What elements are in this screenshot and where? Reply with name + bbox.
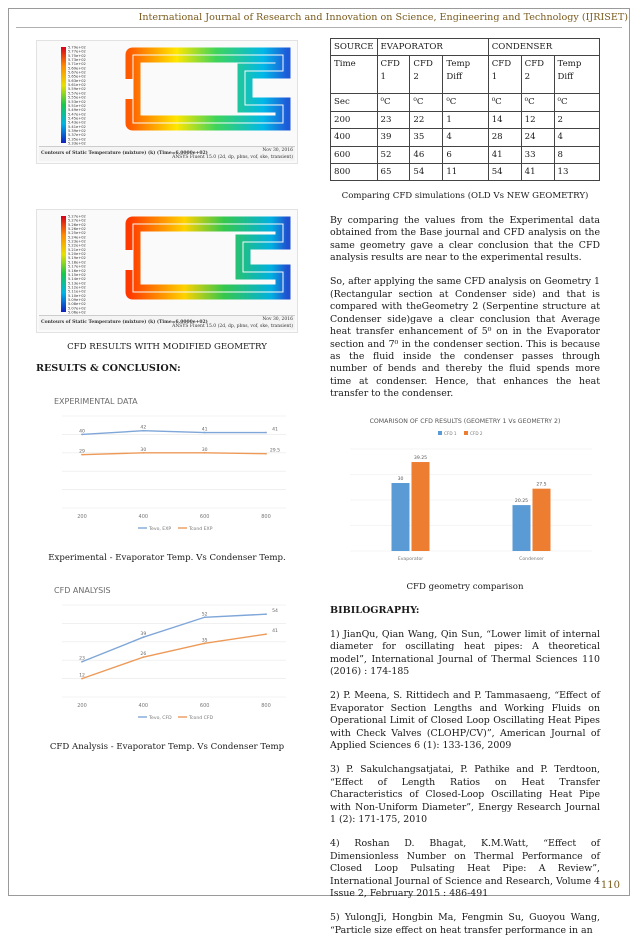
data-label: 35 bbox=[201, 637, 208, 643]
paragraph-2: So, after applying the same CFD analysis on Geometry 1 (Rectangular section at Condenser side) and that is compared with theGeometry 2 (Serpentine structure at Condenser side)gave a clear conclusion that Average heat transfer enhancement of 5⁰ on in the Evaporator section and 7⁰ in the condenser section. This is because as the fluid inside the condenser passes through number of bends and thereby the fluid spends more time at condenser. Hence, that enhances the heat transfer to the condenser. bbox=[330, 276, 600, 400]
table-cell: 24 bbox=[521, 129, 554, 146]
legend-tick-label: 5.79e+02 bbox=[68, 45, 86, 50]
table-cell: 41 bbox=[488, 146, 521, 163]
sim2-legend-labels bbox=[68, 215, 86, 315]
table-cell: 8 bbox=[554, 146, 599, 163]
chart-title: EXPERIMENTAL DATA bbox=[54, 396, 138, 406]
legend-label: Tevo, EXP bbox=[149, 526, 172, 532]
data-label: 41 bbox=[201, 427, 208, 433]
table-units-row bbox=[331, 94, 600, 111]
experimental-chart-svg bbox=[36, 388, 298, 538]
table-cell: ⁰C bbox=[488, 94, 521, 111]
legend-tick-label: 5.63e+02 bbox=[68, 78, 86, 83]
legend-tick-label: 5.77e+02 bbox=[68, 49, 86, 54]
table-cell: 4 bbox=[443, 129, 488, 146]
series-line-1 bbox=[82, 634, 266, 678]
chart-title: CFD ANALYSIS bbox=[54, 585, 111, 595]
page-number: 110 bbox=[600, 880, 620, 891]
sim1-legend-labels bbox=[68, 46, 86, 146]
table-cell: 35 bbox=[410, 129, 443, 146]
legend-tick-label: 5.75e+02 bbox=[68, 53, 86, 58]
table-header-row-1 bbox=[331, 39, 600, 56]
table-cell: 14 bbox=[488, 111, 521, 128]
data-label: 26 bbox=[140, 651, 147, 657]
legend-tick-label: 5.17e+02 bbox=[68, 264, 86, 269]
table-cell: 33 bbox=[521, 146, 554, 163]
simulation-image-1 bbox=[36, 40, 298, 164]
table-cell: 12 bbox=[521, 111, 554, 128]
table-cell: CFD 1 bbox=[377, 56, 410, 94]
table-cell: CONDENSER bbox=[488, 39, 599, 56]
legend-label: Tevo, CFD bbox=[149, 715, 172, 721]
data-label: 30 bbox=[397, 476, 404, 482]
sim2-footer-date: Nov 30, 2016 bbox=[262, 317, 293, 322]
legend-tick-label: 5.20e+02 bbox=[68, 252, 86, 257]
bar-cfd-2 bbox=[412, 462, 430, 551]
data-label: 23 bbox=[79, 656, 85, 662]
table-row bbox=[331, 129, 600, 146]
cfd-chart bbox=[36, 577, 298, 731]
table-row bbox=[331, 146, 600, 163]
x-tick-label: 400 bbox=[138, 702, 149, 709]
legend-swatch bbox=[438, 431, 442, 435]
table-cell: 54 bbox=[488, 164, 521, 181]
table-cell: 22 bbox=[410, 111, 443, 128]
legend-tick-label: 5.69e+02 bbox=[68, 66, 86, 71]
legend-tick-label: 5.43e+02 bbox=[68, 120, 86, 125]
legend-tick-label: 5.15e+02 bbox=[68, 272, 86, 277]
table-cell: 4 bbox=[554, 129, 599, 146]
sim2-colorbar bbox=[61, 216, 66, 312]
table-cell: 65 bbox=[377, 164, 410, 181]
table-cell: 11 bbox=[443, 164, 488, 181]
legend-tick-label: 5.27e+02 bbox=[68, 218, 86, 223]
legend-tick-label: 5.35e+02 bbox=[68, 137, 86, 142]
bib-entry: 2) P. Meena, S. Rittidech and P. Tammasaeng, “Effect of Evaporator Section Lengths and Working Fluids on Operational Limit of Closed Loop Oscillating Heat Pipes with Check Valves (CLOHP/CV)”, American Journal of Applied Sciences 6 (1): 133-136, 2009 bbox=[330, 690, 600, 751]
table-cell: 800 bbox=[331, 164, 378, 181]
table-cell: Sec bbox=[331, 94, 378, 111]
legend-tick-label: 5.61e+02 bbox=[68, 83, 86, 88]
legend-tick-label: 5.55e+02 bbox=[68, 95, 86, 100]
comparison-chart bbox=[330, 411, 600, 575]
table-cell: CFD 2 bbox=[410, 56, 443, 94]
legend-tick-label: 5.10e+02 bbox=[68, 293, 86, 298]
legend-label: CFD 2 bbox=[470, 430, 483, 436]
legend-tick-label: 5.51e+02 bbox=[68, 103, 86, 108]
legend-tick-label: 5.26e+02 bbox=[68, 227, 86, 232]
chart-title: COMARISON OF CFD RESULTS (GEOMETRY 1 Vs GEOMETRY 2) bbox=[369, 417, 561, 425]
legend-swatch bbox=[464, 431, 468, 435]
table-row bbox=[331, 164, 600, 181]
table-cell: 28 bbox=[488, 129, 521, 146]
sim2-footer-solver: ANSYS Fluent 15.0 (2d, dp, pbns, vof, ske, transient) bbox=[172, 324, 293, 329]
legend-label: Tcond EXP bbox=[189, 526, 213, 532]
legend-tick-label: 5.08e+02 bbox=[68, 302, 86, 307]
sim1-footer bbox=[39, 146, 295, 161]
table-cell: 400 bbox=[331, 129, 378, 146]
legend-tick-label: 5.45e+02 bbox=[68, 116, 86, 121]
paragraph-1: By comparing the values from the Experimental data obtained from the Base journal and CFD analysis on the same geometry gave a clear conclusion that the CFD analysis results are near to the experimental results. bbox=[330, 214, 600, 264]
legend-tick-label: 5.71e+02 bbox=[68, 62, 86, 67]
comparison-chart-svg bbox=[330, 411, 600, 571]
series-line-0 bbox=[82, 431, 266, 435]
sim2-footer bbox=[39, 315, 295, 330]
right-column bbox=[330, 34, 600, 949]
legend-tick-label: 5.13e+02 bbox=[68, 281, 86, 286]
data-point bbox=[265, 453, 267, 455]
legend-tick-label: 5.18e+02 bbox=[68, 260, 86, 265]
data-label: 41 bbox=[272, 427, 278, 433]
table-cell: Time bbox=[331, 56, 378, 94]
data-point bbox=[265, 633, 267, 635]
bar-cfd-1 bbox=[513, 505, 531, 551]
legend-label: CFD 1 bbox=[444, 430, 457, 436]
table-cell: 200 bbox=[331, 111, 378, 128]
cfd-table bbox=[330, 38, 600, 181]
table-cell: 23 bbox=[377, 111, 410, 128]
legend-tick-label: 5.14e+02 bbox=[68, 277, 86, 282]
bib-entry: 4) Roshan D. Bhagat, K.M.Watt, “Effect of Dimensionless Number on Thermal Performance of Closed Loop Pulsating Heat Pipe: A Review”, International Journal of Science and Research, Volume 4 Issue 2, February 2015 : 486-491 bbox=[330, 838, 600, 900]
table-cell: 41 bbox=[521, 164, 554, 181]
legend-tick-label: 5.57e+02 bbox=[68, 91, 86, 96]
data-label: 29.5 bbox=[269, 448, 281, 454]
x-tick-label: Evaporator bbox=[397, 556, 424, 562]
table-cell: 600 bbox=[331, 146, 378, 163]
table-cell: 54 bbox=[410, 164, 443, 181]
simulation-image-2 bbox=[36, 209, 298, 333]
table-cell: 2 bbox=[554, 111, 599, 128]
legend-tick-label: 5.11e+02 bbox=[68, 289, 86, 294]
sim2-pipe-geometry bbox=[129, 220, 287, 296]
table-cell: EVAPORATOR bbox=[377, 39, 488, 56]
data-label: 39 bbox=[140, 631, 147, 637]
table-cell: Temp Diff bbox=[554, 56, 599, 94]
x-tick-label: 800 bbox=[261, 702, 271, 709]
data-label: 30 bbox=[140, 447, 147, 453]
data-label: 12 bbox=[79, 673, 85, 679]
x-tick-label: 600 bbox=[199, 702, 210, 709]
bib-entry: 1) JianQu, Qian Wang, Qin Sun, “Lower limit of internal diameter for oscillating heat pipes: A theoretical model”, International Journal of Thermal Sciences 110 (2016) : 174-185 bbox=[330, 628, 600, 677]
cfd-chart-svg bbox=[36, 577, 298, 727]
x-tick-label: 800 bbox=[261, 513, 271, 520]
table-cell: Temp Diff bbox=[443, 56, 488, 94]
data-label: 27.5 bbox=[536, 482, 547, 488]
x-tick-label: 200 bbox=[77, 702, 87, 709]
table-cell: ⁰C bbox=[443, 94, 488, 111]
legend-tick-label: 5.59e+02 bbox=[68, 87, 86, 92]
legend-tick-label: 5.39e+02 bbox=[68, 128, 86, 133]
table-header-row-2 bbox=[331, 56, 600, 94]
sim2-footer-caption: Contours of Static Temperature (mixture) (k) (Time=6.0000e+02) bbox=[41, 320, 208, 325]
sim1-colorbar bbox=[61, 47, 66, 143]
table-cell: 6 bbox=[443, 146, 488, 163]
cfd-caption: CFD Analysis - Evaporator Temp. Vs Condenser Temp bbox=[49, 742, 285, 753]
x-tick-label: 200 bbox=[77, 513, 87, 520]
results-heading: RESULTS & CONCLUSION: bbox=[36, 363, 181, 375]
legend-tick-label: 5.41e+02 bbox=[68, 124, 86, 129]
bib-entry: 5) YulongJi, Hongbin Ma, Fengmin Su, Guoyou Wang, “Particle size effect on heat transfer performance in an bbox=[330, 912, 600, 936]
table-caption: Comparing CFD simulations (OLD Vs NEW GEOMETRY) bbox=[341, 191, 589, 202]
data-label: 39.25 bbox=[413, 455, 428, 461]
legend-tick-label: 5.33e+02 bbox=[68, 141, 86, 146]
table-cell: 39 bbox=[377, 129, 410, 146]
legend-tick-label: 5.37e+02 bbox=[68, 133, 86, 138]
legend-tick-label: 5.25e+02 bbox=[68, 231, 86, 236]
data-label: 20.25 bbox=[514, 498, 529, 504]
sim2-svg bbox=[37, 210, 297, 316]
data-label: 30 bbox=[201, 447, 208, 453]
journal-header: International Journal of Research and Innovation on Science, Engineering and Technology (IJRISET) bbox=[138, 12, 628, 23]
x-tick-label: 400 bbox=[138, 513, 149, 520]
table-cell: ⁰C bbox=[554, 94, 599, 111]
table-cell: ⁰C bbox=[377, 94, 410, 111]
legend-tick-label: 5.65e+02 bbox=[68, 74, 86, 79]
legend-tick-label: 5.67e+02 bbox=[68, 70, 86, 75]
sim1-pipe-geometry bbox=[129, 51, 287, 127]
legend-tick-label: 5.23e+02 bbox=[68, 239, 86, 244]
legend-tick-label: 5.21e+02 bbox=[68, 247, 86, 252]
x-tick-label: 600 bbox=[199, 513, 210, 520]
sim1-svg bbox=[37, 41, 297, 147]
legend-tick-label: 5.22e+02 bbox=[68, 243, 86, 248]
bibliography-heading: BIBILOGRAPHY: bbox=[330, 605, 420, 617]
legend-tick-label: 5.26e+02 bbox=[68, 222, 86, 227]
legend-tick-label: 5.07e+02 bbox=[68, 306, 86, 311]
table-cell: 13 bbox=[554, 164, 599, 181]
legend-label: Tcond CFD bbox=[189, 715, 214, 721]
bar-cfd-1 bbox=[392, 483, 410, 551]
legend-tick-label: 5.16e+02 bbox=[68, 268, 86, 273]
bib-entry: 3) P. Sakulchangsatjatai, P. Pathike and P. Terdtoon, “Effect of Length Ratios on Heat Transfer Characteristics of Closed-Loop Oscillating Heat Pipe with Non-Uniform Diameter”, Energy Research Journal 1 (2): 171-175, 2010 bbox=[330, 764, 600, 826]
data-label: 41 bbox=[272, 628, 278, 634]
legend-tick-label: 5.12e+02 bbox=[68, 285, 86, 290]
legend-tick-label: 5.19e+02 bbox=[68, 256, 86, 261]
legend-tick-label: 5.27e+02 bbox=[68, 214, 86, 219]
legend-tick-label: 5.09e+02 bbox=[68, 297, 86, 302]
table-cell: SOURCE bbox=[331, 39, 378, 56]
data-point bbox=[265, 613, 267, 615]
bar-cfd-2 bbox=[533, 488, 551, 550]
table-row bbox=[331, 111, 600, 128]
data-label: 54 bbox=[272, 608, 278, 614]
legend-tick-label: 5.73e+02 bbox=[68, 58, 86, 63]
legend-tick-label: 5.24e+02 bbox=[68, 235, 86, 240]
legend-tick-label: 5.06e+02 bbox=[68, 310, 86, 315]
data-label: 52 bbox=[201, 611, 208, 617]
table-cell: ⁰C bbox=[410, 94, 443, 111]
comparison-caption: CFD geometry comparison bbox=[406, 581, 524, 592]
sim1-footer-date: Nov 30, 2016 bbox=[262, 148, 293, 153]
data-point bbox=[265, 431, 267, 433]
table-cell: CFD 1 bbox=[488, 56, 521, 94]
table-cell: 1 bbox=[443, 111, 488, 128]
table-cell: 46 bbox=[410, 146, 443, 163]
experimental-chart bbox=[36, 388, 298, 542]
header-rule bbox=[16, 27, 622, 28]
legend-tick-label: 5.53e+02 bbox=[68, 99, 86, 104]
data-label: 40 bbox=[79, 429, 85, 435]
data-label: 42 bbox=[140, 425, 147, 431]
experimental-caption: Experimental - Evaporator Temp. Vs Condenser Temp. bbox=[48, 553, 286, 564]
x-tick-label: Condenser bbox=[519, 556, 544, 562]
sim-caption: CFD RESULTS WITH MODIFIED GEOMETRY bbox=[67, 342, 267, 352]
table-cell: CFD 2 bbox=[521, 56, 554, 94]
table-cell: ⁰C bbox=[521, 94, 554, 111]
legend-tick-label: 5.49e+02 bbox=[68, 108, 86, 113]
bibliography-list bbox=[330, 629, 600, 938]
table-cell: 52 bbox=[377, 146, 410, 163]
data-label: 29 bbox=[79, 449, 85, 455]
left-column bbox=[36, 34, 298, 753]
sim1-footer-caption: Contours of Static Temperature (mixture) (k) (Time=6.0000e+02) bbox=[41, 151, 208, 156]
legend-tick-label: 5.47e+02 bbox=[68, 112, 86, 117]
sim1-footer-solver: ANSYS Fluent 15.0 (2d, dp, pbns, vof, ske, transient) bbox=[172, 155, 293, 160]
